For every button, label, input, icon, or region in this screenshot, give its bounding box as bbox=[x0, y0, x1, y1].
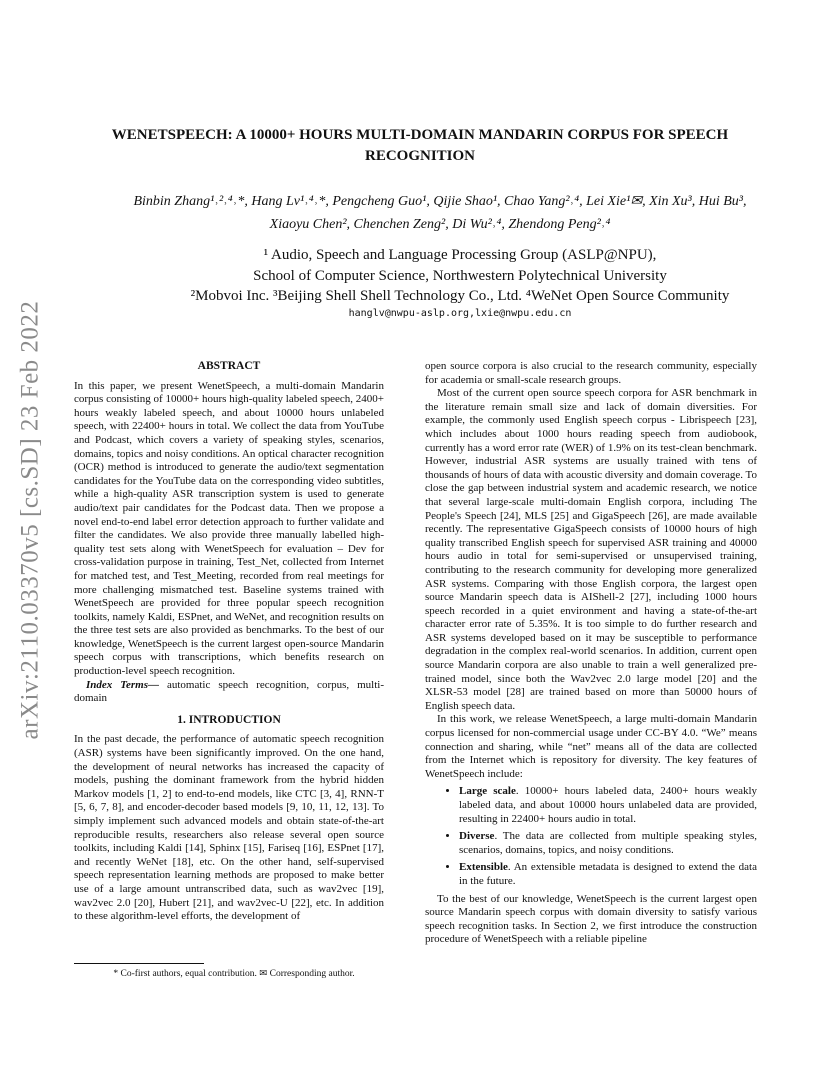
feature-text: . 10000+ hours labeled data, 2400+ hours weakly labeled data, and about 10000 hours unlabeled data are provided, resulting in 22400+ hours audio in total. bbox=[459, 785, 758, 825]
authors-line-2: Xiaoyu Chen², Chenchen Zeng², Di Wu²˒⁴, Zhendong Peng²˒⁴ bbox=[269, 217, 611, 232]
arxiv-side-stamp bbox=[10, 290, 50, 750]
feature-title: Diverse bbox=[459, 830, 495, 843]
feature-item bbox=[459, 830, 757, 857]
feature-item bbox=[459, 785, 757, 826]
right-paragraph-0: open source corpora is also crucial to the research community, especially for academia or small-scale research groups. bbox=[425, 360, 757, 386]
features-list bbox=[425, 785, 757, 888]
abstract-text: In this paper, we present WenetSpeech, a multi-domain Mandarin corpus consisting of 10000+ hours high-quality labeled speech, 2400+ hours weakly labeled speech, and about 10000 hours unlabeled speech, with 22400+ hours in total. We collect the data from YouTube and Podcast, which covers a variety of speaking styles, scenarios, domains, topics and noisy conditions. An optical character recognition (OCR) method is introduced to generate the audio/text segmentation candidates for the YouTube data on the corresponding video subtitles, while a high-quality ASR transcription system is used to generate audio/text pair candidates for the Podcast data. Then we propose a novel end-to-end label error detection approach to further validate and filter the candidates. We also provide three manually labelled high-quality test sets along with WenetSpeech for evaluation – Dev for cross-validation purpose in training, Test_Net, collected from Internet for matched test, and Test_Meeting, recorded from real meetings for more challenging mismatched test. Baseline systems trained with WenetSpeech are provided for three popular speech recognition toolkits, namely Kaldi, ESPnet, and WeNet, and recognition results on the three test sets are also provided as benchmarks. To the best of our knowledge, WenetSpeech is the current largest open-source Mandarin speech corpus with transcriptions, which benefits research on production-level speech recognition. bbox=[74, 379, 384, 678]
feature-text: . An extensible metadata is designed to extend the data in the future. bbox=[459, 861, 757, 887]
title-line-1: WENETSPEECH: A 10000+ HOURS MULTI-DOMAIN MANDARIN CORPUS FOR SPEECH bbox=[111, 127, 729, 143]
contact-emails: hanglv@nwpu-aslp.org,lxie@nwpu.edu.cn bbox=[348, 308, 572, 319]
right-paragraph-1: Most of the current open source speech corpora for ASR benchmark in the literature remain small size and lack of domain diversities. For example, the commonly used English speech corpus - Librispeech [23], which includes about 1000 hours reading speech from audiobook, currently has a word error rate (WER) of 1.9% on its test-clean benchmark. However, industrial ASR systems are usually trained with tens of thousands of hours of data with acoustic diversity and domain coverage. To close the gap between industrial system and academic research, we notice that several large-scale multi-domain English corpora, including The People's Speech [24], MLS [25] and GigaSpeech [26], are made available recently. The representative GigaSpeech consists of 10000 hours of high quality transcribed English speech for supervised ASR training and 40000 hours audio in total for semi-supervised or unsupervised training, contributing to the research community for developing more generalized ASR systems. Comparing with those English corpora, the largest open source Mandarin speech data is AIShell-2 [27], including 1000 hours speech recorded in a quiet environment and having a state-of-the-art character error rate of 5.35%. It is too simple to do further research and ASR systems developed based on it may be susceptible to performance degradation in the complex real-world scenarios. In addition, current open source Mandarin corpora are also unable to train a well generalized pre-trained model, since both the Wav2vec 2.0 large model [20] and the XLSR-53 model [28] are trained based on more than 50000 hours of English speech data. bbox=[425, 387, 758, 712]
right-paragraph-3: To the best of our knowledge, WenetSpeech is the current largest open source Mandarin speech corpus with domain diversity to satisfy various speech recognition tasks. In Section 2, we first introduce the construction procedure of WenetSpeech with a reliable pipeline bbox=[425, 892, 757, 946]
footnote: * Co-first authors, equal contribution. ✉ Corresponding author. bbox=[113, 969, 355, 979]
authors-line-1: Binbin Zhang¹˒²˒⁴˒*, Hang Lv¹˒⁴˒*, Pengcheng Guo¹, Qijie Shao¹, Chao Yang²˒⁴, Lei Xie¹✉, Xin Xu³, Hui Bu³, bbox=[133, 194, 747, 209]
feature-title: Large scale bbox=[459, 785, 516, 798]
affiliation-line-2: School of Computer Science, Northwestern Polytechnical University bbox=[253, 267, 667, 284]
footnote-divider bbox=[74, 963, 204, 964]
left-column bbox=[74, 360, 384, 924]
index-terms-label: Index Terms— bbox=[86, 678, 159, 691]
introduction-heading: 1. INTRODUCTION bbox=[177, 713, 281, 726]
feature-title: Extensible bbox=[459, 861, 508, 874]
affiliations bbox=[80, 245, 828, 307]
right-column bbox=[425, 360, 757, 947]
paper-title bbox=[80, 125, 760, 167]
abstract-heading: ABSTRACT bbox=[197, 360, 261, 372]
index-terms bbox=[74, 679, 384, 706]
index-terms-text: automatic speech recognition, corpus, multi-domain bbox=[74, 678, 385, 705]
title-line-2: RECOGNITION bbox=[364, 148, 476, 164]
feature-item bbox=[459, 861, 757, 888]
affiliation-line-3: ²Mobvoi Inc. ³Beijing Shell Shell Technology Co., Ltd. ⁴WeNet Open Source Community bbox=[190, 288, 730, 304]
affiliation-line-1: ¹ Audio, Speech and Language Processing Group (ASLP@NPU), bbox=[263, 247, 657, 263]
author-list bbox=[70, 190, 810, 236]
intro-paragraph-1: In the past decade, the performance of automatic speech recognition (ASR) systems have been significantly improved. On the one hand, the development of neural networks has increased the capacity of models, pushing the dominant framework from the hybrid hidden Markov models [1, 2] to end-to-end models, like CTC [3, 4], RNN-T [5, 6, 7, 8], and encoder-decoder based models [9, 10, 11, 12, 13]. To simply implement such advanced models and obtain state-of-the-art reproducible results, researchers also release several open source toolkits, including Kaldi [14], Sphinx [15], Fariseq [16], ESPnet [17], and recently WeNet [18], etc. On the other hand, self-supervised speech representation learning methods are proposed to make better use of a large amount untranscribed data, such as wav2vec [19], wav2vec 2.0 [20], Hubert [21], and wav2vec-U [22], etc. In addition to these algorithm-level efforts, the development of bbox=[74, 733, 384, 923]
feature-text: . The data are collected from multiple speaking styles, scenarios, domains, topics, and noisy conditions. bbox=[459, 830, 757, 856]
arxiv-id-text: arXiv:2110.03370v5 [cs.SD] 23 Feb 2022 bbox=[16, 300, 43, 740]
right-paragraph-2: In this work, we release WenetSpeech, a large multi-domain Mandarin corpus licensed for non-commercial usage under CC-BY 4.0. “We” means connection and sharing, while “net” means all of the data are collected from the Internet which is repository for diversity. The key features of WenetSpeech include: bbox=[425, 713, 757, 780]
